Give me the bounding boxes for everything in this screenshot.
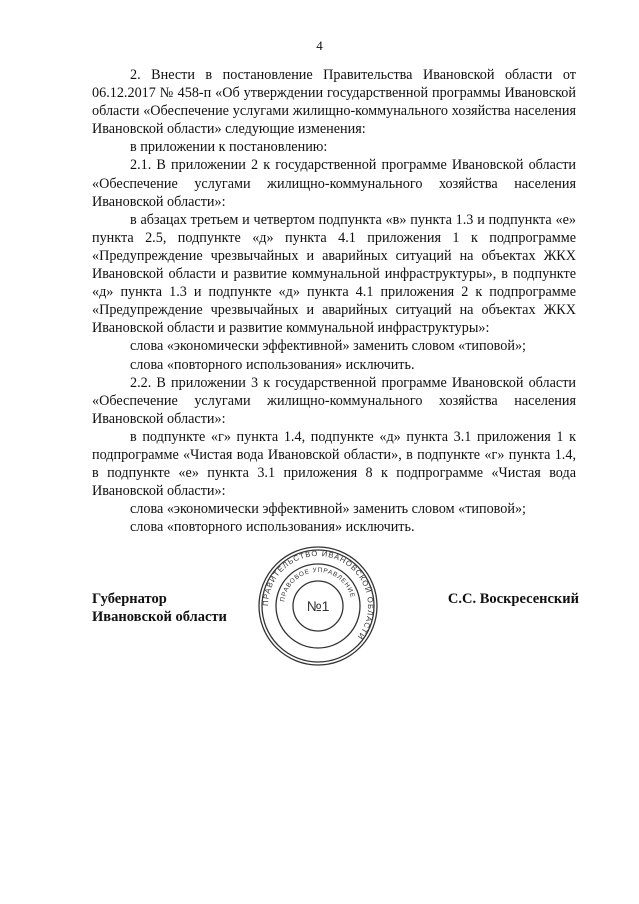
paragraph-replace-words-2: слова «экономически эффективной» заменить словом «типовой»; xyxy=(130,501,526,518)
stamp-ring-text: ПРАВИТЕЛЬСТВО ИВАНОВСКОЙ ОБЛАСТИ xyxy=(260,548,376,642)
page-number: 4 xyxy=(316,38,323,53)
paragraph-2-2-details: в подпункте «г» пункта 1.4, подпункте «д» пункта 3.1 приложения 1 к подпрограмме «Чистая вода Ивановской области», в подпункте «г» пункта 1.4, в подпункте «е» пункта 3.1 приложения 8 к подпрограмме «Чистая вода Ивановской области»: xyxy=(92,428,576,500)
paragraph-2-1: 2.1. В приложении 2 к государственной программе Ивановской области «Обеспечение услугами жилищно-коммунального хозяйства населения Ивановской области»: xyxy=(92,157,576,210)
signatory-title xyxy=(92,590,227,626)
stamp-number: №1 xyxy=(306,598,330,614)
signatory-name: С.С. Воскресенский xyxy=(447,591,579,607)
signatory-title-line1: Губернатор xyxy=(92,591,167,607)
paragraph-annex: в приложении к постановлению: xyxy=(130,139,328,156)
official-stamp xyxy=(257,545,379,667)
paragraph-replace-words: слова «экономически эффективной» заменить словом «типовой»; xyxy=(130,338,526,355)
paragraph-2-2: 2.2. В приложении 3 к государственной программе Ивановской области «Обеспечение услугами жилищно-коммунального хозяйства населения Ивановской области»: xyxy=(92,374,576,427)
paragraph-amendment-intro: 2. Внести в постановление Правительства Ивановской области от 06.12.2017 № 458-п «Об утверждении государственной программы Ивановской области «Обеспечение услугами жилищно-коммунального хозяйства населения Ивановской области» следующие изменения: xyxy=(92,67,576,138)
paragraph-delete-words-2: слова «повторного использования» исключить. xyxy=(130,519,415,536)
stamp-inner-text: ПРАВОВОЕ УПРАВЛЕНИЕ xyxy=(279,566,357,603)
paragraph-2-1-details: в абзацах третьем и четвертом подпункта «в» пункта 1.3 и подпункта «е» пункта 2.5, подпункте «д» пункта 4.1 приложения 1 к подпрограмме «Предупреждение чрезвычайных и аварийных ситуаций на объектах ЖКХ Ивановской области и развитие коммунальной инфраструктуры», в подпункте «д» пункта 1.3 и подпункте «д» пункта 4.1 приложения 2 к подпрограмме «Предупреждение чрезвычайных и аварийных ситуаций на объектах ЖКХ Ивановской области и развитие коммунальной инфраструктуры»: xyxy=(92,211,576,337)
document-body xyxy=(92,66,576,536)
signatory-title-line2: Ивановской области xyxy=(92,609,227,625)
paragraph-delete-words: слова «повторного использования» исключить. xyxy=(130,356,415,373)
